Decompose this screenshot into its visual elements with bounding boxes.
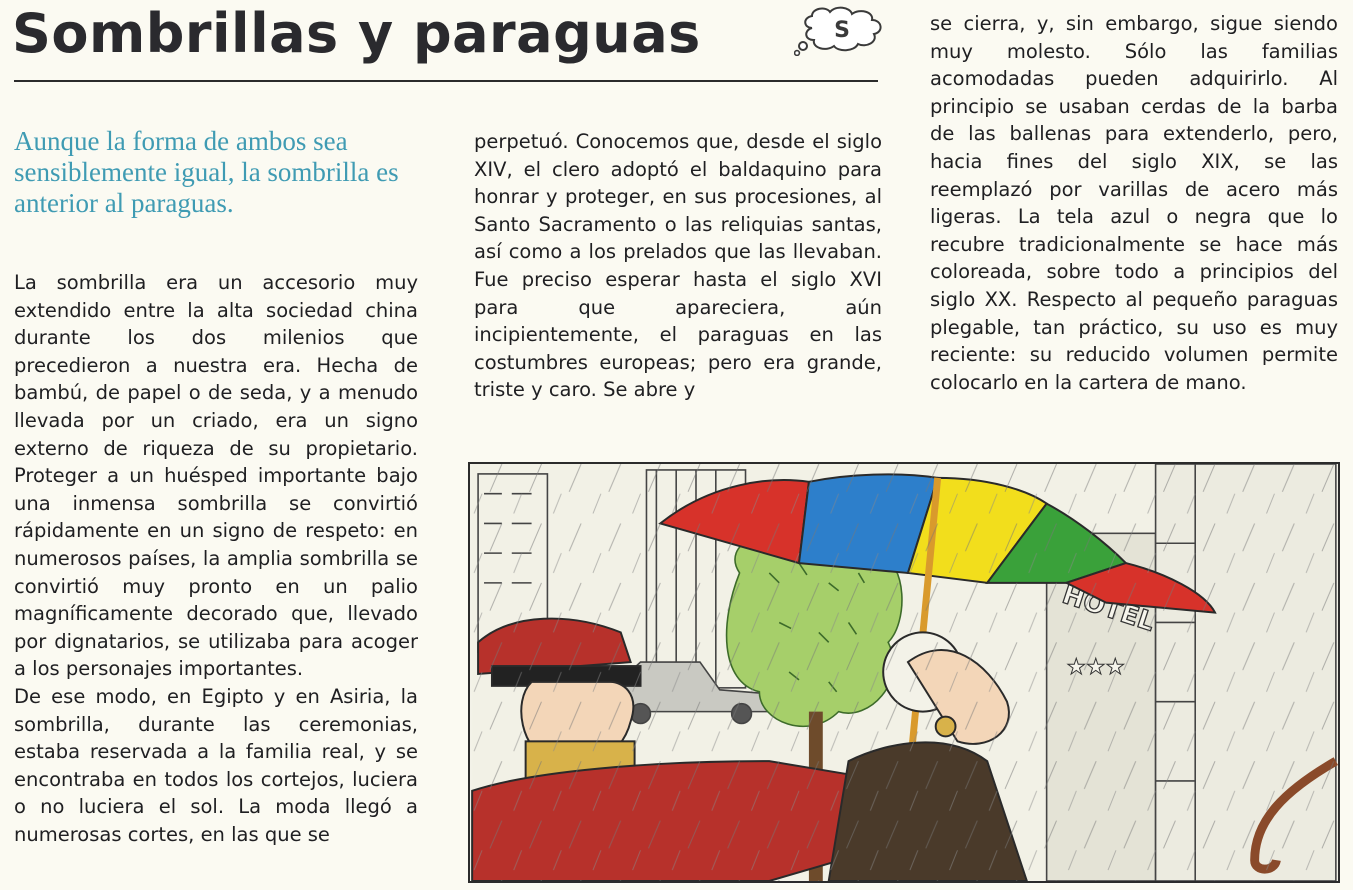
- thought-bubble-icon: [794, 6, 890, 56]
- rain-umbrella-illustration: [468, 462, 1340, 883]
- paragraph: De ese modo, en Egipto y en Asiria, la sombrilla, durante las ceremonias, estaba reservada a la familia real, y se encontraba en todos los cortejos, luciera o no luciera el sol. La moda llegó a numerosas cortes, en las que se: [14, 684, 418, 846]
- paragraph: se cierra, y, sin embargo, sigue siendo muy molesto. Sólo las familias acomodadas pueden adquirirlo. Al principio se usaban cerdas de la barba de las ballenas para extenderlo, pero, hacia fines del siglo XIX, se las reemplazó por varillas de acero más ligeras. La tela azul o negra que lo recubre tradicionalmente se hace más coloreada, sobre todo a principios del siglo XX. Respecto al pequeño paraguas plegable, tan práctico, su uso es muy reciente: su reducido volumen permite colocarlo en la cartera de mano.: [930, 12, 1338, 394]
- text-column-1: [14, 269, 418, 890]
- text-column-2: [474, 128, 882, 404]
- page-title: Sombrillas y paraguas: [12, 2, 701, 65]
- paragraph: La sombrilla era un accesorio muy extendido entre la alta sociedad china durante los dos milenios que precedieron a nuestra era. Hecha de bambú, de papel o de seda, y a menudo llevada por un criado, era un signo externo de riqueza de su propietario. Proteger a un huésped importante bajo una inmensa sombrilla se convirtió rápidamente en un signo de respeto: en numerosos países, la amplia sombrilla se convirtió muy pronto en un palio magníficamente decorado que, llevado por dignatarios, se utilizaba para acoger a los personajes importantes.: [14, 271, 418, 681]
- title-divider: [14, 80, 878, 82]
- text-column-3: [930, 10, 1338, 396]
- intro-lead: Aunque la forma de ambos sea sensiblemente igual, la sombrilla es anterior al paraguas.: [14, 126, 399, 218]
- paragraph: perpetuó. Conocemos que, desde el siglo XIV, el clero adoptó el baldaquino para honrar y proteger, en sus procesiones, al Santo Sacramento o las reliquias santas, así como a los prelados que las llevaban. Fue preciso esperar hasta el siglo XVI para que apareciera, aún incipientemente, el paraguas en las costumbres europeas; pero era grande, triste y caro. Se abre y: [474, 130, 882, 402]
- badge-letter: S: [834, 18, 850, 43]
